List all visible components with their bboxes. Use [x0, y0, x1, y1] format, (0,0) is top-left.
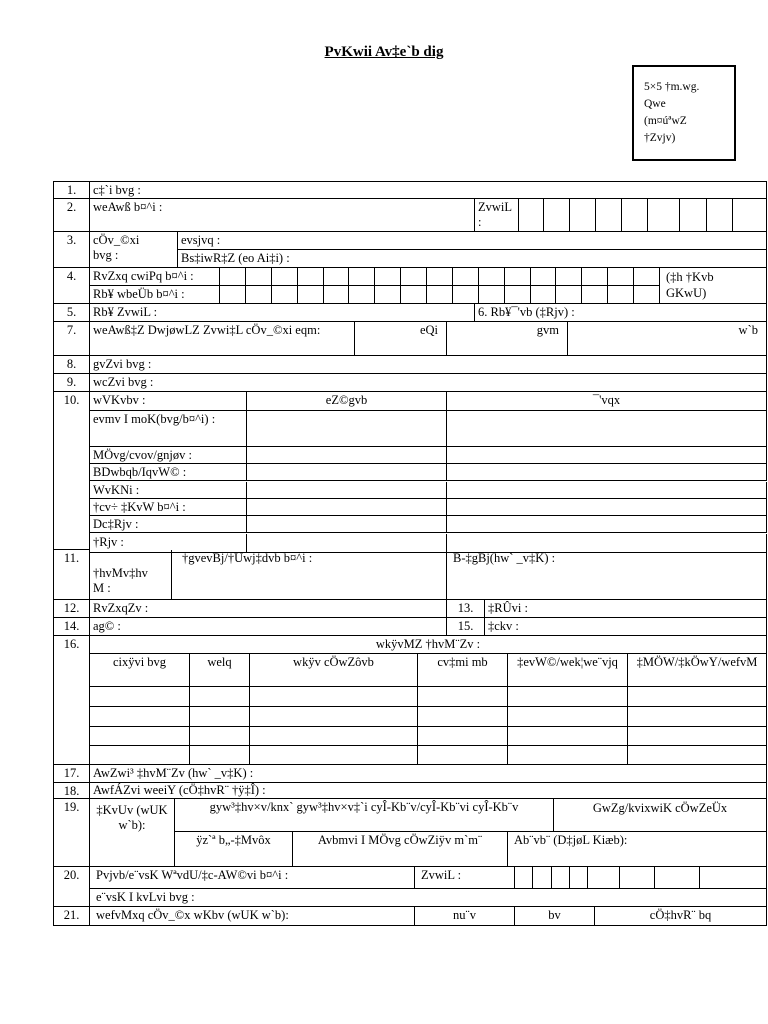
education-cell-input[interactable] [628, 687, 767, 707]
row-number: 18. [53, 783, 90, 799]
row-number: 9. [53, 374, 90, 392]
date-digit-box[interactable] [570, 199, 596, 232]
education-cell-input[interactable] [250, 707, 418, 727]
photo-box-line: Qwe [644, 98, 666, 110]
dob-field[interactable]: Rb¥ ZvwiL : [90, 304, 475, 322]
present-address-header: eZ©gvb [247, 392, 447, 411]
id-digit-box[interactable] [298, 268, 324, 286]
applicant-name-label-line2: bvg : [93, 248, 119, 262]
address-label: wVKvbv : [90, 392, 247, 411]
challan-date-digit-box[interactable] [515, 867, 533, 889]
id-digit-box[interactable] [401, 268, 427, 286]
contact-label-line2: M : [93, 581, 111, 595]
education-cell-input[interactable] [508, 687, 628, 707]
address-field-label: BDwbqb/IqvW© : [90, 464, 247, 481]
row-number: 16. [53, 636, 90, 765]
age-month-field[interactable]: gvm [447, 322, 568, 356]
date-digit-box[interactable] [648, 199, 680, 232]
photo-box-line: (m¤úªwZ [644, 115, 687, 127]
id-digit-box[interactable] [556, 286, 582, 304]
extra-qualification-field[interactable]: AwZwi³ ‡hvM¨Zv (hw` _v‡K) : [90, 765, 767, 783]
father-name-field[interactable]: wcZvi bvg : [90, 374, 767, 392]
id-digit-box[interactable] [324, 286, 349, 304]
challan-date-digit-box[interactable] [570, 867, 588, 889]
education-column-header: welq [190, 654, 250, 687]
date-digit-box[interactable] [680, 199, 707, 232]
quota-ethnic-option[interactable]: ÿz`ª b„-‡Mvôx [175, 832, 293, 867]
note-line: (‡h †Kvb [666, 270, 714, 284]
row-number: 3. [53, 232, 90, 268]
id-digit-box[interactable] [453, 286, 479, 304]
email-field[interactable]: B-‡gBj(hw` _v‡K) : [447, 550, 767, 600]
permanent-address-input[interactable] [447, 447, 767, 464]
education-column-header: cixÿvi bvg [90, 654, 190, 687]
education-cell-input[interactable] [250, 687, 418, 707]
row-number: 2. [53, 199, 90, 232]
education-column-header: wkÿv cÖwZôvb [250, 654, 418, 687]
address-field-label: †Rjv : [90, 534, 247, 553]
departmental-no-option[interactable]: bv [515, 907, 595, 926]
id-digit-box[interactable] [375, 286, 401, 304]
gender-field[interactable]: ‡RÛvi : [485, 600, 767, 618]
birth-district-field[interactable]: 6. Rb¥¯'vb (‡Rjv) : [475, 304, 767, 322]
challan-date-digit-box[interactable] [588, 867, 620, 889]
education-cell-input[interactable] [508, 707, 628, 727]
row-number: 15. [447, 618, 485, 636]
education-title: wkÿvMZ †hvM¨Zv : [90, 636, 767, 654]
education-cell-input[interactable] [508, 727, 628, 746]
present-address-input[interactable] [247, 516, 447, 533]
education-cell-input[interactable] [190, 687, 250, 707]
post-name-field[interactable]: c‡`i bvg : [90, 181, 767, 199]
id-digit-box[interactable] [427, 286, 453, 304]
id-digit-box[interactable] [349, 286, 375, 304]
birth-reg-label: Rb¥ wbeÜb b¤^i : [90, 286, 220, 304]
applicant-name-label-line1: cÖv_©xi [93, 233, 140, 247]
present-address-input[interactable] [247, 499, 447, 516]
occupation-field[interactable]: ‡ckv : [485, 618, 767, 636]
row-number: 7. [53, 322, 90, 356]
id-digit-box[interactable] [479, 286, 505, 304]
id-digit-box[interactable] [634, 268, 660, 286]
religion-field[interactable]: ag© : [90, 618, 447, 636]
name-bangla-field[interactable]: evsjvq : [178, 232, 767, 250]
date-label-text: ZvwiL [478, 200, 513, 214]
date-label [475, 199, 519, 232]
permanent-address-input[interactable] [447, 464, 767, 481]
photo-box-line: 5×5 †m.wg. [644, 81, 700, 93]
id-digit-box[interactable] [505, 268, 531, 286]
id-digit-box[interactable] [479, 268, 505, 286]
row-number: 4. [53, 268, 90, 304]
id-digit-box[interactable] [324, 268, 349, 286]
date-digit-box[interactable] [707, 199, 733, 232]
education-cell-input[interactable] [418, 707, 508, 727]
address-field-label: WvKNi : [90, 482, 247, 499]
name-english-field[interactable]: Bs‡iwR‡Z (eo Ai‡i) : [178, 250, 767, 268]
education-cell-input[interactable] [90, 727, 190, 746]
row-number: 14. [53, 618, 90, 636]
challan-date-digit-box[interactable] [700, 867, 767, 889]
education-cell-input[interactable] [90, 746, 190, 765]
id-digit-box[interactable] [272, 268, 298, 286]
row-number: 8. [53, 356, 90, 374]
form-title: PvKwii Av‡e`b dig [324, 44, 444, 60]
row-number: 12. [53, 600, 90, 618]
date-label-colon: : [478, 215, 482, 229]
either-one-note [660, 268, 767, 304]
id-digit-box[interactable] [608, 286, 634, 304]
education-cell-input[interactable] [190, 746, 250, 765]
id-digit-box[interactable] [556, 268, 582, 286]
row-number: 21. [53, 907, 90, 926]
challan-date-digit-box[interactable] [655, 867, 700, 889]
experience-field[interactable]: AwfÁZvi weeiY (cÖ‡hvR¨ †ÿ‡Î) : [90, 783, 767, 799]
education-cell-input[interactable] [628, 707, 767, 727]
education-cell-input[interactable] [250, 727, 418, 746]
challan-date-digit-box[interactable] [533, 867, 552, 889]
id-digit-box[interactable] [505, 286, 531, 304]
education-cell-input[interactable] [628, 727, 767, 746]
quota-orphan-disabled-option[interactable]: GwZg/kvixwiK cÖwZeÜx [554, 799, 767, 832]
departmental-na-option[interactable]: cÖ‡hvR¨ bq [595, 907, 767, 926]
permanent-address-input[interactable] [447, 499, 767, 516]
education-cell-input[interactable] [250, 746, 418, 765]
bank-branch-field[interactable]: e¨vsK I kvLvi bvg : [90, 889, 767, 907]
id-digit-box[interactable] [401, 286, 427, 304]
id-digit-box[interactable] [582, 286, 608, 304]
departmental-yes-option[interactable]: nu¨v [415, 907, 515, 926]
id-digit-box[interactable] [427, 268, 453, 286]
id-digit-box[interactable] [220, 286, 246, 304]
row-number: 1. [53, 181, 90, 199]
education-cell-input[interactable] [90, 707, 190, 727]
nationality-field[interactable]: RvZxqZv : [90, 600, 447, 618]
permanent-address-input[interactable] [447, 482, 767, 499]
id-digit-box[interactable] [298, 286, 324, 304]
education-column-header: ‡evW©/wek¦we¨vjq [508, 654, 628, 687]
photo-box-line: †Zvjv) [644, 132, 676, 144]
id-digit-box[interactable] [272, 286, 298, 304]
permanent-address-input[interactable] [447, 516, 767, 533]
date-digit-box[interactable] [622, 199, 648, 232]
address-field-label: Dc‡Rjv : [90, 516, 247, 533]
notice-number-field[interactable]: weAwß b¤^i : [90, 199, 475, 232]
education-cell-input[interactable] [418, 746, 508, 765]
education-cell-input[interactable] [508, 746, 628, 765]
quota-ansar-option[interactable]: Avbmvi I MÖvg cÖwZiÿv m`m¨ [293, 832, 508, 867]
age-label: weAwß‡Z DwjøwLZ Zvwi‡L cÖv_©xi eqm: [90, 322, 355, 356]
departmental-label: wefvMxq cÖv_©x wKbv (wUK w`b): [90, 907, 415, 926]
photo-box [632, 65, 736, 161]
id-digit-box[interactable] [220, 268, 246, 286]
address-field-label: †cv÷ ‡KvW b¤^i : [90, 499, 247, 516]
education-column-header: cv‡mi mb [418, 654, 508, 687]
id-digit-box[interactable] [453, 268, 479, 286]
date-digit-box[interactable] [519, 199, 544, 232]
quota-freedom-fighter-option[interactable]: gyw³‡hv×v/knx` gyw³‡hv×v‡`i cyÎ-Kb¨v/cyÎ-Kb¨vi cyÎ-Kb¨v [175, 799, 554, 832]
present-address-input[interactable] [247, 482, 447, 499]
address-field-label: evmv I moK(bvg/b¤^i) : [90, 411, 247, 447]
row-number: 17. [53, 765, 90, 783]
mother-name-field[interactable]: gvZvi bvg : [90, 356, 767, 374]
id-digit-box[interactable] [375, 268, 401, 286]
mobile-field[interactable]: †gvevBj/†Uwj‡dvb b¤^i : [172, 550, 447, 600]
quota-other-option[interactable]: Ab¨vb¨ (D‡jøL Kiæb): [508, 832, 767, 867]
date-digit-box[interactable] [596, 199, 622, 232]
challan-number-field[interactable]: Pvjvb/e¨vsK WªvdU/‡c-AW©vi b¤^i : [90, 867, 415, 889]
challan-date-label: ZvwiL : [415, 867, 515, 889]
id-digit-box[interactable] [582, 268, 608, 286]
age-day-field[interactable]: w`b [568, 322, 767, 356]
contact-label-line1: †hvMv‡hv [93, 566, 148, 580]
education-cell-input[interactable] [90, 687, 190, 707]
row-number: 10. [53, 392, 90, 550]
challan-date-digit-box[interactable] [620, 867, 655, 889]
education-cell-input[interactable] [190, 707, 250, 727]
education-cell-input[interactable] [418, 727, 508, 746]
id-digit-box[interactable] [349, 268, 375, 286]
id-digit-box[interactable] [608, 268, 634, 286]
contact-label [90, 550, 172, 600]
applicant-name-label [90, 232, 178, 268]
nid-label: RvZxq cwiPq b¤^i : [90, 268, 220, 286]
age-year-field[interactable]: eQi [355, 322, 447, 356]
education-cell-input[interactable] [190, 727, 250, 746]
id-digit-box[interactable] [246, 268, 272, 286]
present-address-input[interactable] [247, 464, 447, 481]
address-field-label: MÖvg/cvov/gnjøv : [90, 447, 247, 464]
row-number: 11. [53, 550, 90, 600]
row-number: 19. [53, 799, 90, 867]
row-number: 5. [53, 304, 90, 322]
id-digit-box[interactable] [531, 286, 556, 304]
present-address-input[interactable] [247, 447, 447, 464]
challan-date-digit-box[interactable] [552, 867, 570, 889]
id-digit-box[interactable] [246, 286, 272, 304]
note-line: GKwU) [666, 286, 707, 300]
row-number: 20. [53, 867, 90, 907]
education-cell-input[interactable] [418, 687, 508, 707]
education-cell-input[interactable] [628, 746, 767, 765]
present-address-input[interactable] [247, 411, 447, 447]
permanent-address-header: ¯'vqx [447, 392, 767, 411]
education-column-header: ‡MÖW/‡kÖwY/wefvM [628, 654, 767, 687]
id-digit-box[interactable] [634, 286, 660, 304]
row-number: 13. [447, 600, 485, 618]
date-digit-box[interactable] [544, 199, 570, 232]
permanent-address-input[interactable] [447, 411, 767, 447]
id-digit-box[interactable] [531, 268, 556, 286]
quota-label: ‡KvUv (wUK w`b): [90, 799, 175, 867]
date-digit-box[interactable] [733, 199, 767, 232]
